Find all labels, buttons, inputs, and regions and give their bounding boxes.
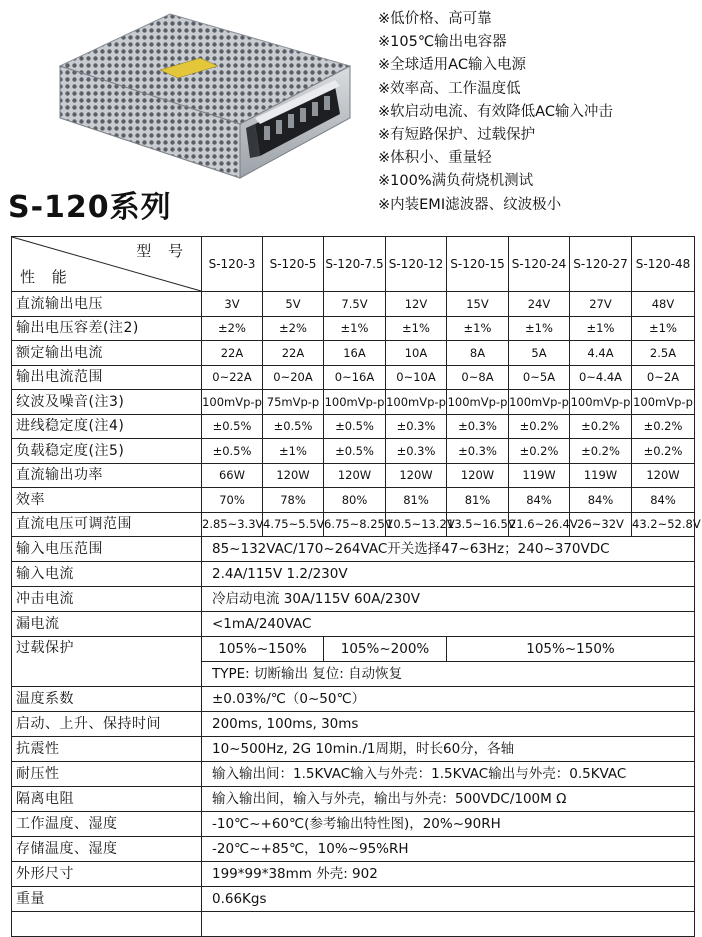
spec-value-cell: 100mVp-p — [509, 390, 570, 415]
spec-row-label: 抗震性 — [12, 737, 202, 762]
spec-wide-row — [12, 587, 695, 612]
spec-wide-value: ±0.03%/℃（0~50℃） — [202, 687, 695, 712]
spec-row — [12, 292, 695, 317]
spec-value-cell: 22A — [263, 341, 324, 366]
model-cell: S-120-7.5 — [324, 237, 386, 292]
spec-value-cell: ±1% — [386, 316, 447, 341]
spec-row-label: 隔离电阻 — [12, 787, 202, 812]
spec-value-cell: ±0.5% — [202, 439, 263, 464]
spec-value-cell: ±0.3% — [386, 439, 447, 464]
spec-row-label: 耐压性 — [12, 762, 202, 787]
overload-type-text: TYPE: 切断输出 复位: 自动恢复 — [202, 662, 695, 687]
spec-value-cell: 48V — [632, 292, 695, 317]
spec-value-cell: 26~32V — [570, 512, 632, 537]
spec-wide-value: 85~132VAC/170~264VAC开关选择47~63Hz；240~370VDC — [202, 537, 695, 562]
spec-value-cell: ±0.2% — [570, 414, 632, 439]
spec-value-cell: 24V — [509, 292, 570, 317]
spec-value-cell: ±0.5% — [202, 414, 263, 439]
spec-value-cell: 16A — [324, 341, 386, 366]
spec-value-cell: 13.5~16.5V — [447, 512, 509, 537]
spec-value-cell: 0~22A — [202, 365, 263, 390]
spec-value-cell: 4.4A — [570, 341, 632, 366]
spec-row-label: 直流输出功率 — [12, 463, 202, 488]
spec-value-cell: 70% — [202, 488, 263, 513]
spec-value-cell: ±1% — [632, 316, 695, 341]
feature-item: ※效率高、工作温度低 — [378, 80, 521, 97]
spec-value-cell: 10.5~13.2V — [386, 512, 447, 537]
overload-range-cell: 105%~150% — [202, 637, 324, 662]
spec-value-cell: ±0.2% — [632, 414, 695, 439]
spec-row-label: 工作温度、湿度 — [12, 812, 202, 837]
spec-value-cell: 0~5A — [509, 365, 570, 390]
spec-value-cell: ±0.2% — [509, 439, 570, 464]
spec-value-cell: ±0.5% — [263, 414, 324, 439]
spec-value-cell: ±0.2% — [509, 414, 570, 439]
spec-row-label: 直流电压可调范围 — [12, 512, 202, 537]
feature-item: ※软启动电流、有效降低AC输入冲击 — [378, 103, 613, 120]
spec-wide-value: -20℃~+85℃，10%~95%RH — [202, 837, 695, 862]
model-header-row — [12, 237, 695, 292]
overload-range-cell: 105%~200% — [324, 637, 447, 662]
spec-wide-value: 10~500Hz, 2G 10min./1周期，时长60分，各轴 — [202, 737, 695, 762]
spec-value-cell: 100mVp-p — [386, 390, 447, 415]
spec-value-cell: 100mVp-p — [202, 390, 263, 415]
spec-row — [12, 316, 695, 341]
feature-item: ※体积小、重量轻 — [378, 150, 492, 167]
spec-row — [12, 488, 695, 513]
overload-row — [12, 637, 695, 662]
spec-row-label: 输出电压容差(注2) — [12, 316, 202, 341]
feature-list — [378, 8, 698, 217]
spec-value-cell: 0~8A — [447, 365, 509, 390]
spec-value-cell: ±1% — [570, 316, 632, 341]
spec-value-cell: 8A — [447, 341, 509, 366]
spec-value-cell: 80% — [324, 488, 386, 513]
header — [0, 0, 702, 235]
overload-range-cell: 105%~150% — [447, 637, 695, 662]
spec-wide-row — [12, 862, 695, 887]
spec-wide-value: 200ms, 100ms, 30ms — [202, 712, 695, 737]
product-photo — [50, 6, 355, 198]
spec-value-cell: ±1% — [509, 316, 570, 341]
spec-wide-row — [12, 687, 695, 712]
spec-row — [12, 439, 695, 464]
spec-value-cell: 22A — [202, 341, 263, 366]
spec-value-cell: ±0.2% — [632, 439, 695, 464]
spec-wide-row — [12, 887, 695, 912]
spec-value-cell: 2.85~3.3V — [202, 512, 263, 537]
corner-model-label: 型 号 — [136, 242, 189, 260]
spec-row-label: 输入电流 — [12, 562, 202, 587]
spec-value-cell: 0~4.4A — [570, 365, 632, 390]
spec-row-label: 负载稳定度(注5) — [12, 439, 202, 464]
table-corner — [12, 237, 202, 292]
spec-value-cell: ±1% — [263, 439, 324, 464]
feature-item: ※全球适用AC输入电源 — [378, 57, 526, 74]
spec-value-cell: 2.5A — [632, 341, 695, 366]
spec-row — [12, 414, 695, 439]
model-cell: S-120-12 — [386, 237, 447, 292]
corner-performance-label: 性 能 — [20, 268, 73, 286]
spec-row — [12, 365, 695, 390]
spec-wide-value: 冷启动电流 30A/115V 60A/230V — [202, 587, 695, 612]
spec-value-cell: 120W — [386, 463, 447, 488]
spec-value-cell: 119W — [570, 463, 632, 488]
spec-row-label: 过载保护 — [12, 637, 202, 687]
spec-value-cell: 3V — [202, 292, 263, 317]
spec-value-cell: 12V — [386, 292, 447, 317]
spec-value-cell: ±1% — [324, 316, 386, 341]
spec-row-label: 输出电流范围 — [12, 365, 202, 390]
spec-value-cell: 78% — [263, 488, 324, 513]
spec-wide-row — [12, 562, 695, 587]
model-cell: S-120-3 — [202, 237, 263, 292]
spec-value-cell: 84% — [570, 488, 632, 513]
spec-table — [11, 236, 701, 937]
spec-row-label: 直流输出电压 — [12, 292, 202, 317]
spec-wide-value: -10℃~+60℃(参考输出特性图)，20%~90RH — [202, 812, 695, 837]
spec-value-cell: ±0.3% — [447, 414, 509, 439]
spec-value-cell: ±0.2% — [570, 439, 632, 464]
spec-row — [12, 341, 695, 366]
spec-row — [12, 390, 695, 415]
spec-value-cell: 10A — [386, 341, 447, 366]
spec-value-cell: 27V — [570, 292, 632, 317]
spec-value-cell: 21.6~26.4V — [509, 512, 570, 537]
spec-value-cell: 0~20A — [263, 365, 324, 390]
spec-value-cell: 81% — [447, 488, 509, 513]
spec-value-cell: 75mVp-p — [263, 390, 324, 415]
spec-wide-row — [12, 612, 695, 637]
spec-row-label: 启动、上升、保持时间 — [12, 712, 202, 737]
spec-value-cell: 0~16A — [324, 365, 386, 390]
spec-row-label: 存储温度、湿度 — [12, 837, 202, 862]
spec-row-label: 输入电压范围 — [12, 537, 202, 562]
spec-wide-row — [12, 837, 695, 862]
spec-value-cell: ±2% — [263, 316, 324, 341]
spec-wide-value: 2.4A/115V 1.2/230V — [202, 562, 695, 587]
spec-row-label — [12, 912, 202, 937]
spec-value-cell: 100mVp-p — [570, 390, 632, 415]
spec-value-cell: ±0.5% — [324, 414, 386, 439]
spec-value-cell: 81% — [386, 488, 447, 513]
feature-item: ※100%满负荷烧机测试 — [378, 173, 534, 190]
spec-wide-value: 输入输出间，输入与外壳，输出与外壳：500VDC/100M Ω — [202, 787, 695, 812]
model-cell: S-120-48 — [632, 237, 695, 292]
spec-row-label: 冲击电流 — [12, 587, 202, 612]
spec-value-cell: 120W — [447, 463, 509, 488]
spec-value-cell: ±1% — [447, 316, 509, 341]
spec-row — [12, 463, 695, 488]
spec-value-cell: 84% — [632, 488, 695, 513]
spec-value-cell: 120W — [324, 463, 386, 488]
spec-row-label: 重量 — [12, 887, 202, 912]
model-cell: S-120-27 — [570, 237, 632, 292]
spec-value-cell: 5A — [509, 341, 570, 366]
spec-value-cell: ±0.3% — [447, 439, 509, 464]
model-cell: S-120-24 — [509, 237, 570, 292]
feature-item: ※105℃输出电容器 — [378, 34, 507, 51]
model-cell: S-120-5 — [263, 237, 324, 292]
spec-row-label: 漏电流 — [12, 612, 202, 637]
spec-value-cell: 0~2A — [632, 365, 695, 390]
spec-value-cell: ±2% — [202, 316, 263, 341]
spec-value-cell: 15V — [447, 292, 509, 317]
spec-value-cell: 4.75~5.5V — [263, 512, 324, 537]
spec-wide-row — [12, 537, 695, 562]
spec-wide-row — [12, 912, 695, 937]
spec-value-cell: ±0.3% — [386, 414, 447, 439]
model-cell: S-120-15 — [447, 237, 509, 292]
spec-value-cell: 120W — [632, 463, 695, 488]
spec-wide-value: 输入输出间：1.5KVAC输入与外壳：1.5KVAC输出与外壳：0.5KVAC — [202, 762, 695, 787]
spec-value-cell: 7.5V — [324, 292, 386, 317]
spec-value-cell: 6.75~8.25V — [324, 512, 386, 537]
spec-value-cell: 100mVp-p — [324, 390, 386, 415]
spec-value-cell: 119W — [509, 463, 570, 488]
feature-item: ※内装EMI滤波器、纹波极小 — [378, 196, 562, 213]
spec-row-label: 效率 — [12, 488, 202, 513]
spec-wide-row — [12, 762, 695, 787]
spec-value-cell: 100mVp-p — [447, 390, 509, 415]
spec-row-label: 进线稳定度(注4) — [12, 414, 202, 439]
spec-value-cell: 84% — [509, 488, 570, 513]
spec-wide-value — [202, 912, 695, 937]
spec-row-label: 额定输出电流 — [12, 341, 202, 366]
spec-value-cell: 120W — [263, 463, 324, 488]
spec-wide-row — [12, 737, 695, 762]
spec-wide-row — [12, 812, 695, 837]
spec-wide-row — [12, 712, 695, 737]
spec-wide-value: 0.66Kgs — [202, 887, 695, 912]
spec-value-cell: 66W — [202, 463, 263, 488]
spec-row-label: 外形尺寸 — [12, 862, 202, 887]
series-title: S-120系列 — [8, 190, 172, 225]
feature-item: ※有短路保护、过载保护 — [378, 127, 536, 144]
spec-row-label: 温度系数 — [12, 687, 202, 712]
spec-wide-row — [12, 787, 695, 812]
spec-value-cell: ±0.5% — [324, 439, 386, 464]
spec-value-cell: 5V — [263, 292, 324, 317]
feature-item: ※低价格、高可靠 — [378, 11, 492, 27]
spec-wide-value: 199*99*38mm 外壳: 902 — [202, 862, 695, 887]
spec-value-cell: 0~10A — [386, 365, 447, 390]
spec-value-cell: 100mVp-p — [632, 390, 695, 415]
spec-wide-value: <1mA/240VAC — [202, 612, 695, 637]
spec-row — [12, 512, 695, 537]
spec-row-label: 纹波及噪音(注3) — [12, 390, 202, 415]
spec-value-cell: 43.2~52.8V — [632, 512, 695, 537]
